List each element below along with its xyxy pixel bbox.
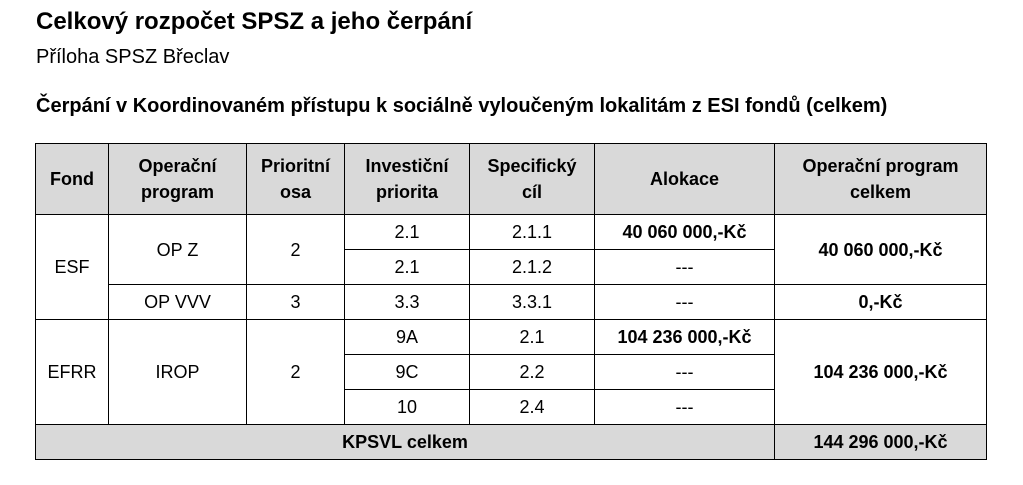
page-subtitle: Příloha SPSZ Břeclav (36, 46, 230, 68)
alokace-cell: --- (595, 285, 775, 320)
budget-table (35, 143, 987, 460)
page-title: Celkový rozpočet SPSZ a jeho čerpání (36, 8, 473, 35)
alokace-cell: 104 236 000,-Kč (595, 320, 775, 355)
header-prioritni-osa: Prioritní osa (247, 144, 345, 215)
header-op-celkem: Operační program celkem (775, 144, 987, 215)
header-operacni-program: Operační program (109, 144, 247, 215)
program-cell-irop: IROP (109, 320, 247, 425)
header-fond: Fond (36, 144, 109, 215)
alokace-cell: --- (595, 390, 775, 425)
alokace-cell: 40 060 000,-Kč (595, 215, 775, 250)
ip-cell: 2.1 (345, 215, 470, 250)
fond-cell-esf: ESF (36, 215, 109, 320)
alokace-cell: --- (595, 250, 775, 285)
header-specificky-cil: Specifický cíl (470, 144, 595, 215)
op-total-cell-opz: 40 060 000,-Kč (775, 215, 987, 285)
osa-cell-opz: 2 (247, 215, 345, 285)
total-label: KPSVL celkem (36, 425, 775, 460)
table-row (36, 320, 987, 355)
alokace-cell: --- (595, 355, 775, 390)
ip-cell: 10 (345, 390, 470, 425)
op-total-cell-opvvv: 0,-Kč (775, 285, 987, 320)
total-value: 144 296 000,-Kč (775, 425, 987, 460)
osa-cell-irop: 2 (247, 320, 345, 425)
sc-cell: 2.1.1 (470, 215, 595, 250)
op-total-cell-irop: 104 236 000,-Kč (775, 320, 987, 425)
ip-cell: 2.1 (345, 250, 470, 285)
sc-cell: 2.1.2 (470, 250, 595, 285)
sc-cell: 2.2 (470, 355, 595, 390)
ip-cell: 9A (345, 320, 470, 355)
table-row (36, 215, 987, 250)
sc-cell: 2.4 (470, 390, 595, 425)
fond-cell-efrr: EFRR (36, 320, 109, 425)
total-row (36, 425, 987, 460)
section-title: Čerpání v Koordinovaném přístupu k sociálně vyloučeným lokalitám z ESI fondů (celkem) (36, 95, 888, 117)
osa-cell-opvvv: 3 (247, 285, 345, 320)
ip-cell: 3.3 (345, 285, 470, 320)
ip-cell: 9C (345, 355, 470, 390)
sc-cell: 2.1 (470, 320, 595, 355)
table-row (36, 285, 987, 320)
table-header-row (36, 144, 987, 215)
sc-cell: 3.3.1 (470, 285, 595, 320)
header-investicni-priorita: Investiční priorita (345, 144, 470, 215)
program-cell-opvvv: OP VVV (109, 285, 247, 320)
header-alokace: Alokace (595, 144, 775, 215)
program-cell-opz: OP Z (109, 215, 247, 285)
